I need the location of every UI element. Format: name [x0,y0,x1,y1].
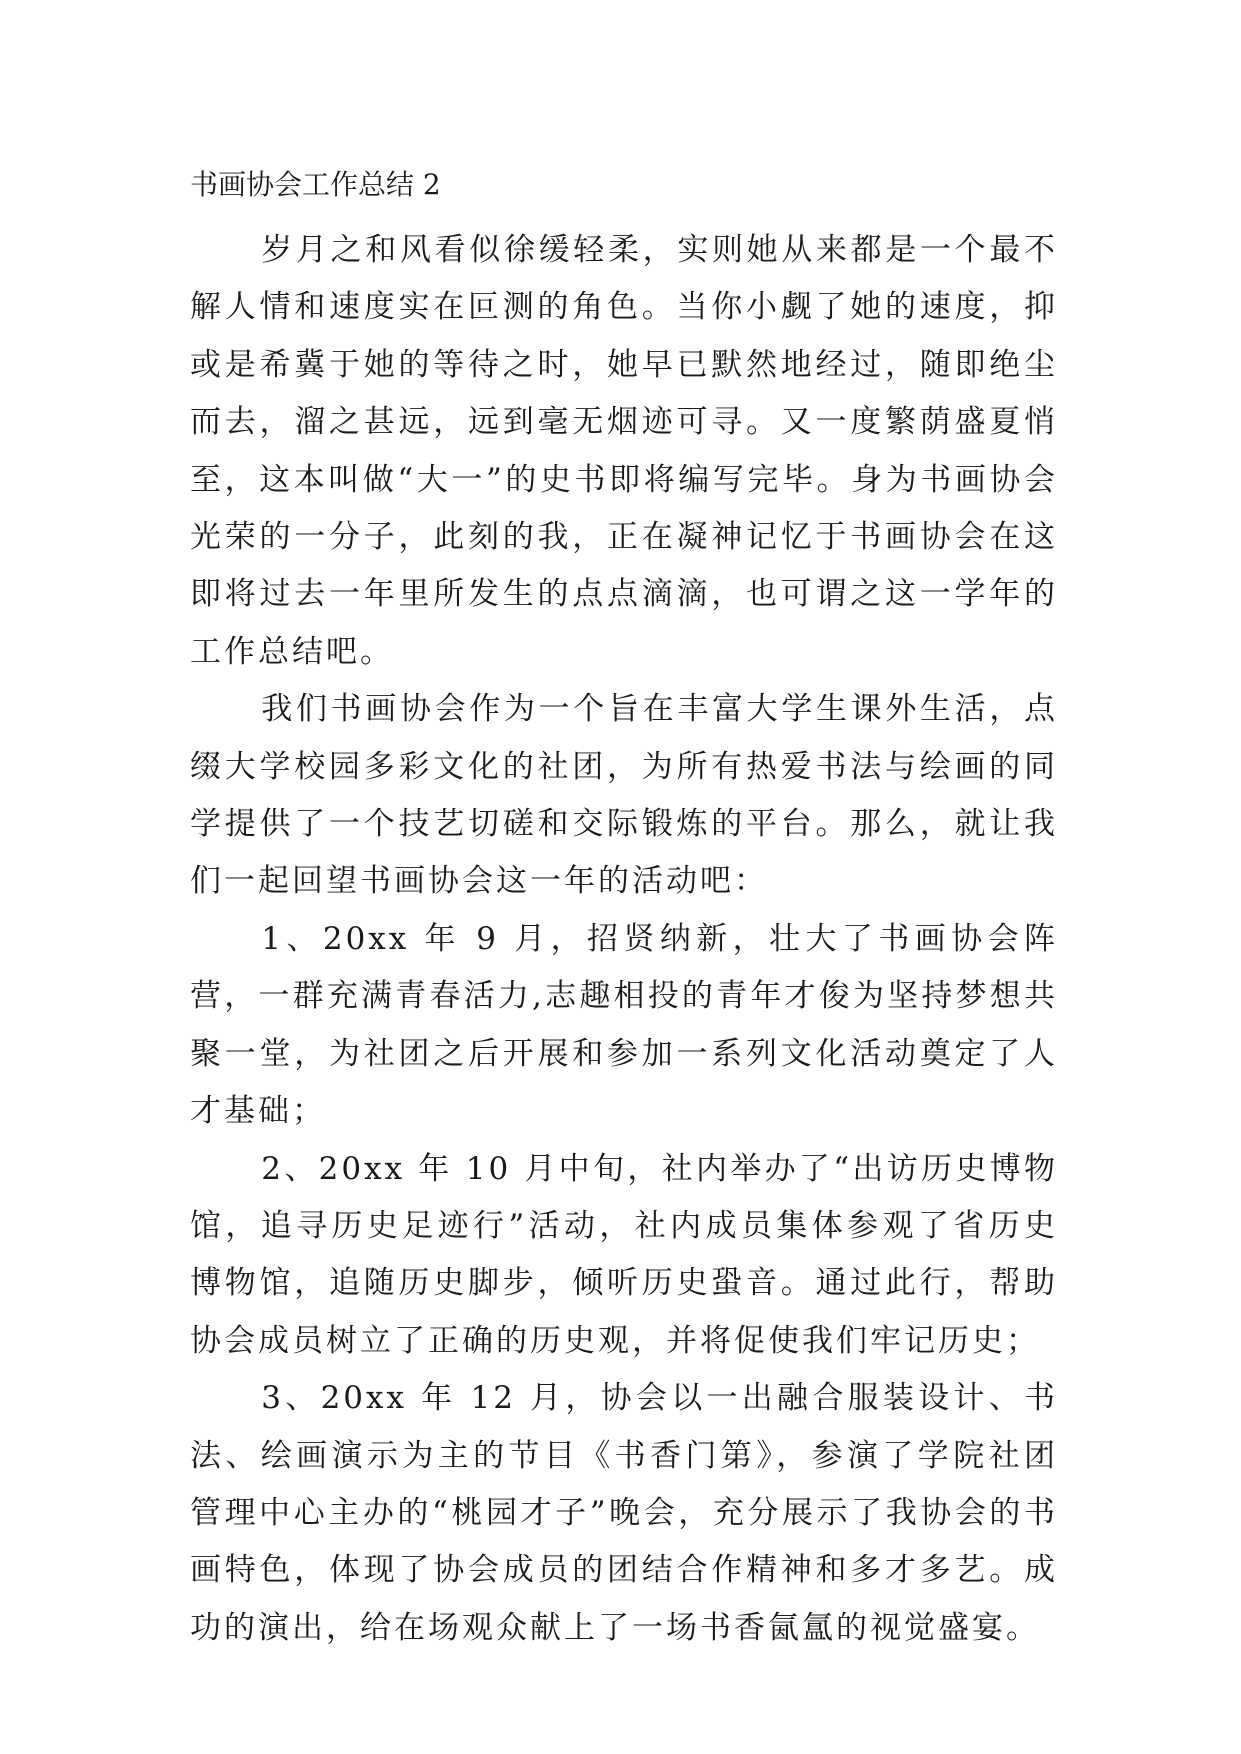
paragraph-association: 我们书画协会作为一个旨在丰富大学生课外生活，点缀大学校园多彩文化的社团，为所有热爱书法与绘画的同学提供了一个技艺切磋和交际锻炼的平台。那么，就让我们一起回望书画协会这一年的活动吧： [190,691,1058,900]
document-title: 书画协会工作总结 2 [190,168,441,201]
document-body [190,222,1058,1657]
paragraph-item-3: 3、20xx 年 12 月，协会以一出融合服装设计、书法、绘画演示为主的节目《书香门第》，参演了学院社团管理中心主办的“桃园才子”晚会，充分展示了我协会的书画特色，体现了协会成员的团结合作精神和多才多艺。成功的演出，给在场观众献上了一场书香氤氲的视觉盛宴。 [190,1380,1058,1646]
paragraph-intro: 岁月之和风看似徐缓轻柔，实则她从来都是一个最不解人情和速度实在叵测的角色。当你小觑了她的速度，抑或是希冀于她的等待之时，她早已默然地经过，随即绝尘而去，溜之甚远，远到毫无烟迹可寻。又一度繁荫盛夏悄至，这本叫做“大一”的史书即将编写完毕。身为书画协会光荣的一分子，此刻的我，正在凝神记忆于书画协会在这即将过去一年里所发生的点点滴滴，也可谓之这一学年的工作总结吧。 [190,232,1058,670]
paragraph-item-1: 1、20xx 年 9 月，招贤纳新，壮大了书画协会阵营，一群充满青春活力,志趣相投的青年才俊为坚持梦想共聚一堂，为社团之后开展和参加一系列文化活动奠定了人才基础； [190,920,1058,1130]
paragraph-item-2: 2、20xx 年 10 月中旬，社内举办了“出访历史博物馆，追寻历史足迹行”活动，社内成员集体参观了省历史博物馆，追随历史脚步，倾听历史蛩音。通过此行，帮助协会成员树立了正确的历史观，并将促使我们牢记历史； [190,1150,1058,1359]
